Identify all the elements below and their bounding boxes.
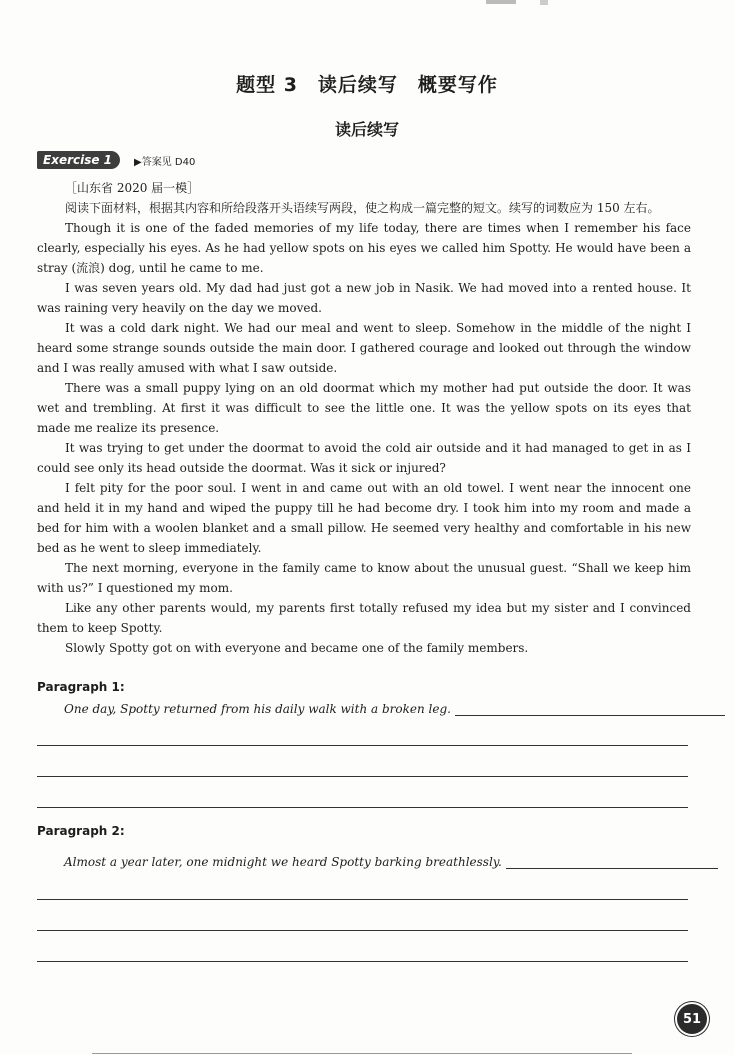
answer-line[interactable]	[37, 961, 688, 962]
source-note: ［山东省 2020 届一模］	[65, 181, 200, 195]
answer-reference: ▶答案见 D40	[134, 156, 196, 168]
passage-paragraph: It was a cold dark night. We had our meal and went to sleep. Somehow in the middle of the night I heard some strange sounds outside the main door. I gathered courage and looked out through the window and I was really amused with what I saw outside.	[37, 321, 691, 375]
paragraph1-prompt: One day, Spotty returned from his daily walk with a broken leg.	[64, 702, 451, 716]
page-title: 题型 3 读后续写 概要写作	[236, 74, 498, 96]
answer-line[interactable]	[37, 807, 688, 808]
passage-paragraph: Though it is one of the faded memories of my life today, there are times when I remember his face clearly, especially his eyes. As he had yellow spots on his eyes we called him Spotty. He would have been a stray (流浪) dog, until he came to me.	[37, 221, 691, 275]
passage-paragraph: Like any other parents would, my parents first totally refused my idea but my sister and I convinced them to keep Spotty.	[37, 601, 691, 635]
paragraph1-label: Paragraph 1:	[37, 680, 125, 694]
paragraph2-prompt-row	[64, 855, 718, 869]
scan-mark	[486, 0, 516, 4]
passage-paragraph: The next morning, everyone in the family came to know about the unusual guest. “Shall we keep him with us?” I questioned my mom.	[37, 561, 691, 595]
passage-paragraph: There was a small puppy lying on an old doormat which my mother had put outside the door. It was wet and trembling. At first it was difficult to see the little one. It was the yellow spots on its eyes that made me realize its presence.	[37, 381, 691, 435]
passage-paragraph: I was seven years old. My dad had just got a new job in Nasik. We had moved into a rented house. It was raining very heavily on the day we moved.	[37, 281, 691, 315]
passage-paragraph: It was trying to get under the doormat to avoid the cold air outside and it had managed to get in as I could see only its head outside the doormat. Was it sick or injured?	[37, 441, 691, 475]
passage-paragraph: I felt pity for the poor soul. I went in and came out with an old towel. I went near the innocent one and held it in my hand and wiped the puppy till he had become dry. I took him into my room and made a bed for him with a woolen blanket and a small pillow. He seemed very healthy and comfortable in his new bed as he went to sleep immediately.	[37, 481, 691, 555]
section-subtitle: 读后续写	[334, 120, 399, 139]
instruction-text: 阅读下面材料，根据其内容和所给段落开头语续写两段，使之构成一篇完整的短文。续写的词数应为 150 左右。	[65, 201, 660, 215]
answer-line[interactable]	[37, 776, 688, 777]
paragraph1-prompt-row	[64, 702, 725, 716]
paragraph2-prompt: Almost a year later, one midnight we heard Spotty barking breathlessly.	[64, 855, 502, 869]
exercise-header	[37, 150, 195, 170]
passage-paragraph: Slowly Spotty got on with everyone and became one of the family members.	[65, 641, 529, 655]
paragraph2-label: Paragraph 2:	[37, 824, 125, 838]
answer-line[interactable]	[455, 703, 725, 716]
page-number-badge: 51	[677, 1004, 707, 1034]
scan-edge	[92, 1053, 632, 1054]
answer-line[interactable]	[37, 745, 688, 746]
answer-line[interactable]	[37, 930, 688, 931]
exercise-badge: Exercise 1	[37, 151, 120, 169]
scan-mark	[540, 0, 548, 5]
reading-passage	[37, 178, 691, 658]
answer-line[interactable]	[506, 856, 718, 869]
answer-line[interactable]	[37, 899, 688, 900]
